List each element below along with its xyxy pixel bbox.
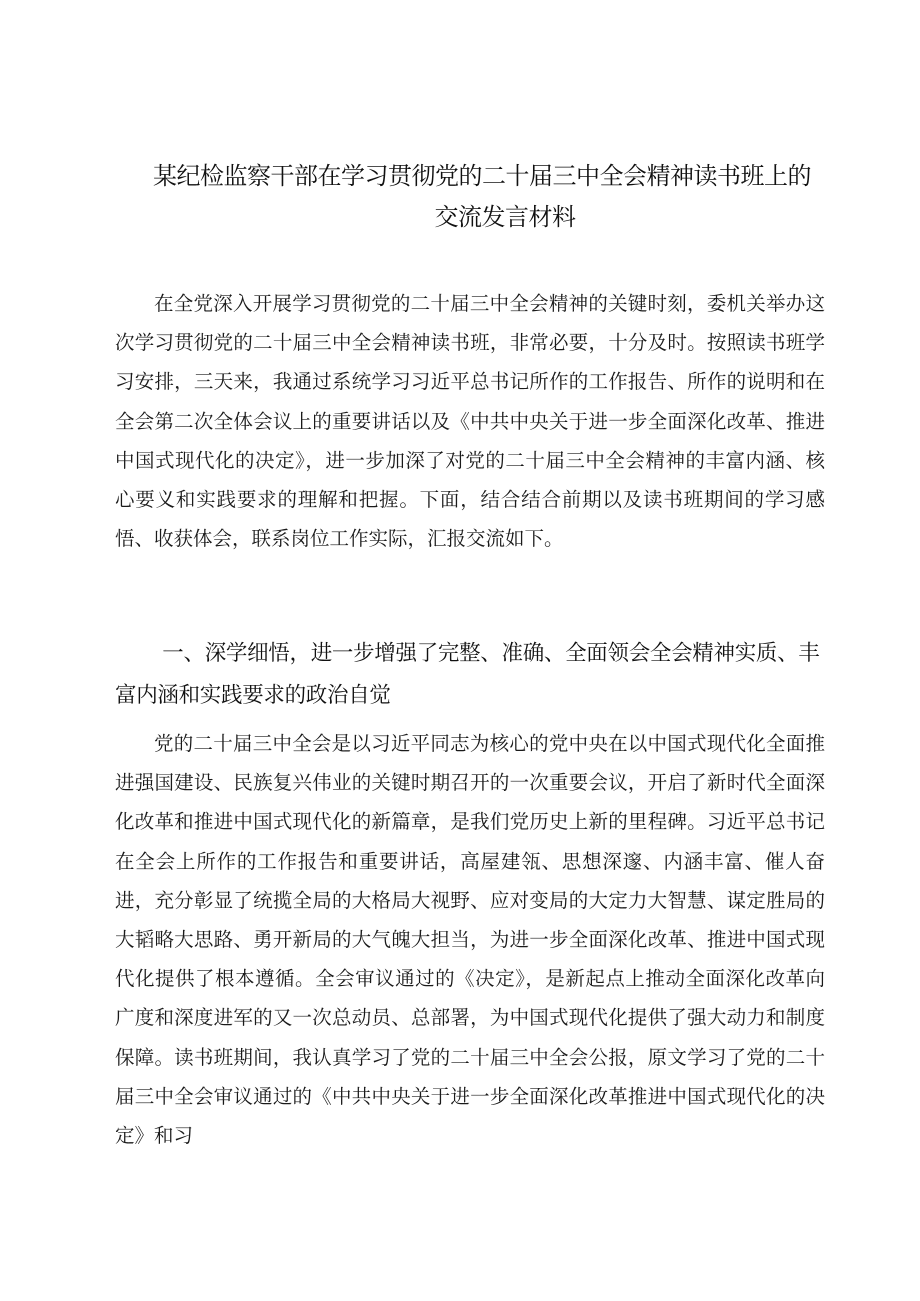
section-heading-1: 一、深学细悟，进一步增强了完整、准确、全面领会全会精神实质、丰富内涵和实践要求的政治自觉: [115, 641, 820, 708]
paragraph-intro: 在全党深入开展学习贯彻党的二十届三中全会精神的关键时刻，委机关举办这次学习贯彻党的二十届三中全会精神读书班，非常必要，十分及时。按照读书班学习安排，三天来，我通过系统学习习近平总书记所作的工作报告、所作的说明和在全会第二次全体会议上的重要讲话以及《中共中央关于进一步全面深化改革、推进中国式现代化的决定》，进一步加深了对党的二十届三中全会精神的丰富内涵、核心要义和实践要求的理解和把握。下面，结合结合前期以及读书班期间的学习感悟、收获体会，联系岗位工作实际，汇报交流如下。: [115, 292, 825, 551]
paragraph-section1: 党的二十届三中全会是以习近平同志为核心的党中央在以中国式现代化全面推进强国建设、民族复兴伟业的关键时期召开的一次重要会议，开启了新时代全面深化改革和推进中国式现代化的新篇章，是我们党历史上新的里程碑。习近平总书记在全会上所作的工作报告和重要讲话，高屋建瓴、思想深邃、内涵丰富、催人奋进，充分彰显了统揽全局的大格局大视野、应对变局的大定力大智慧、谋定胜局的大韬略大思路、勇开新局的大气魄大担当，为进一步全面深化改革、推进中国式现代化提供了根本遵循。全会审议通过的《决定》，是新起点上推动全面深化改革向广度和深度进军的又一次总动员、总部署，为中国式现代化提供了强大动力和制度保障。读书班期间，我认真学习了党的二十届三中全会公报，原文学习了党的二十届三中全会审议通过的《中共中央关于进一步全面深化改革推进中国式现代化的决定》和习: [115, 732, 825, 1148]
document-title-line2: 交流发言材料: [434, 203, 576, 231]
document-title-line1: 某纪检监察干部在学习贯彻党的二十届三中全会精神读书班上的: [153, 162, 811, 190]
